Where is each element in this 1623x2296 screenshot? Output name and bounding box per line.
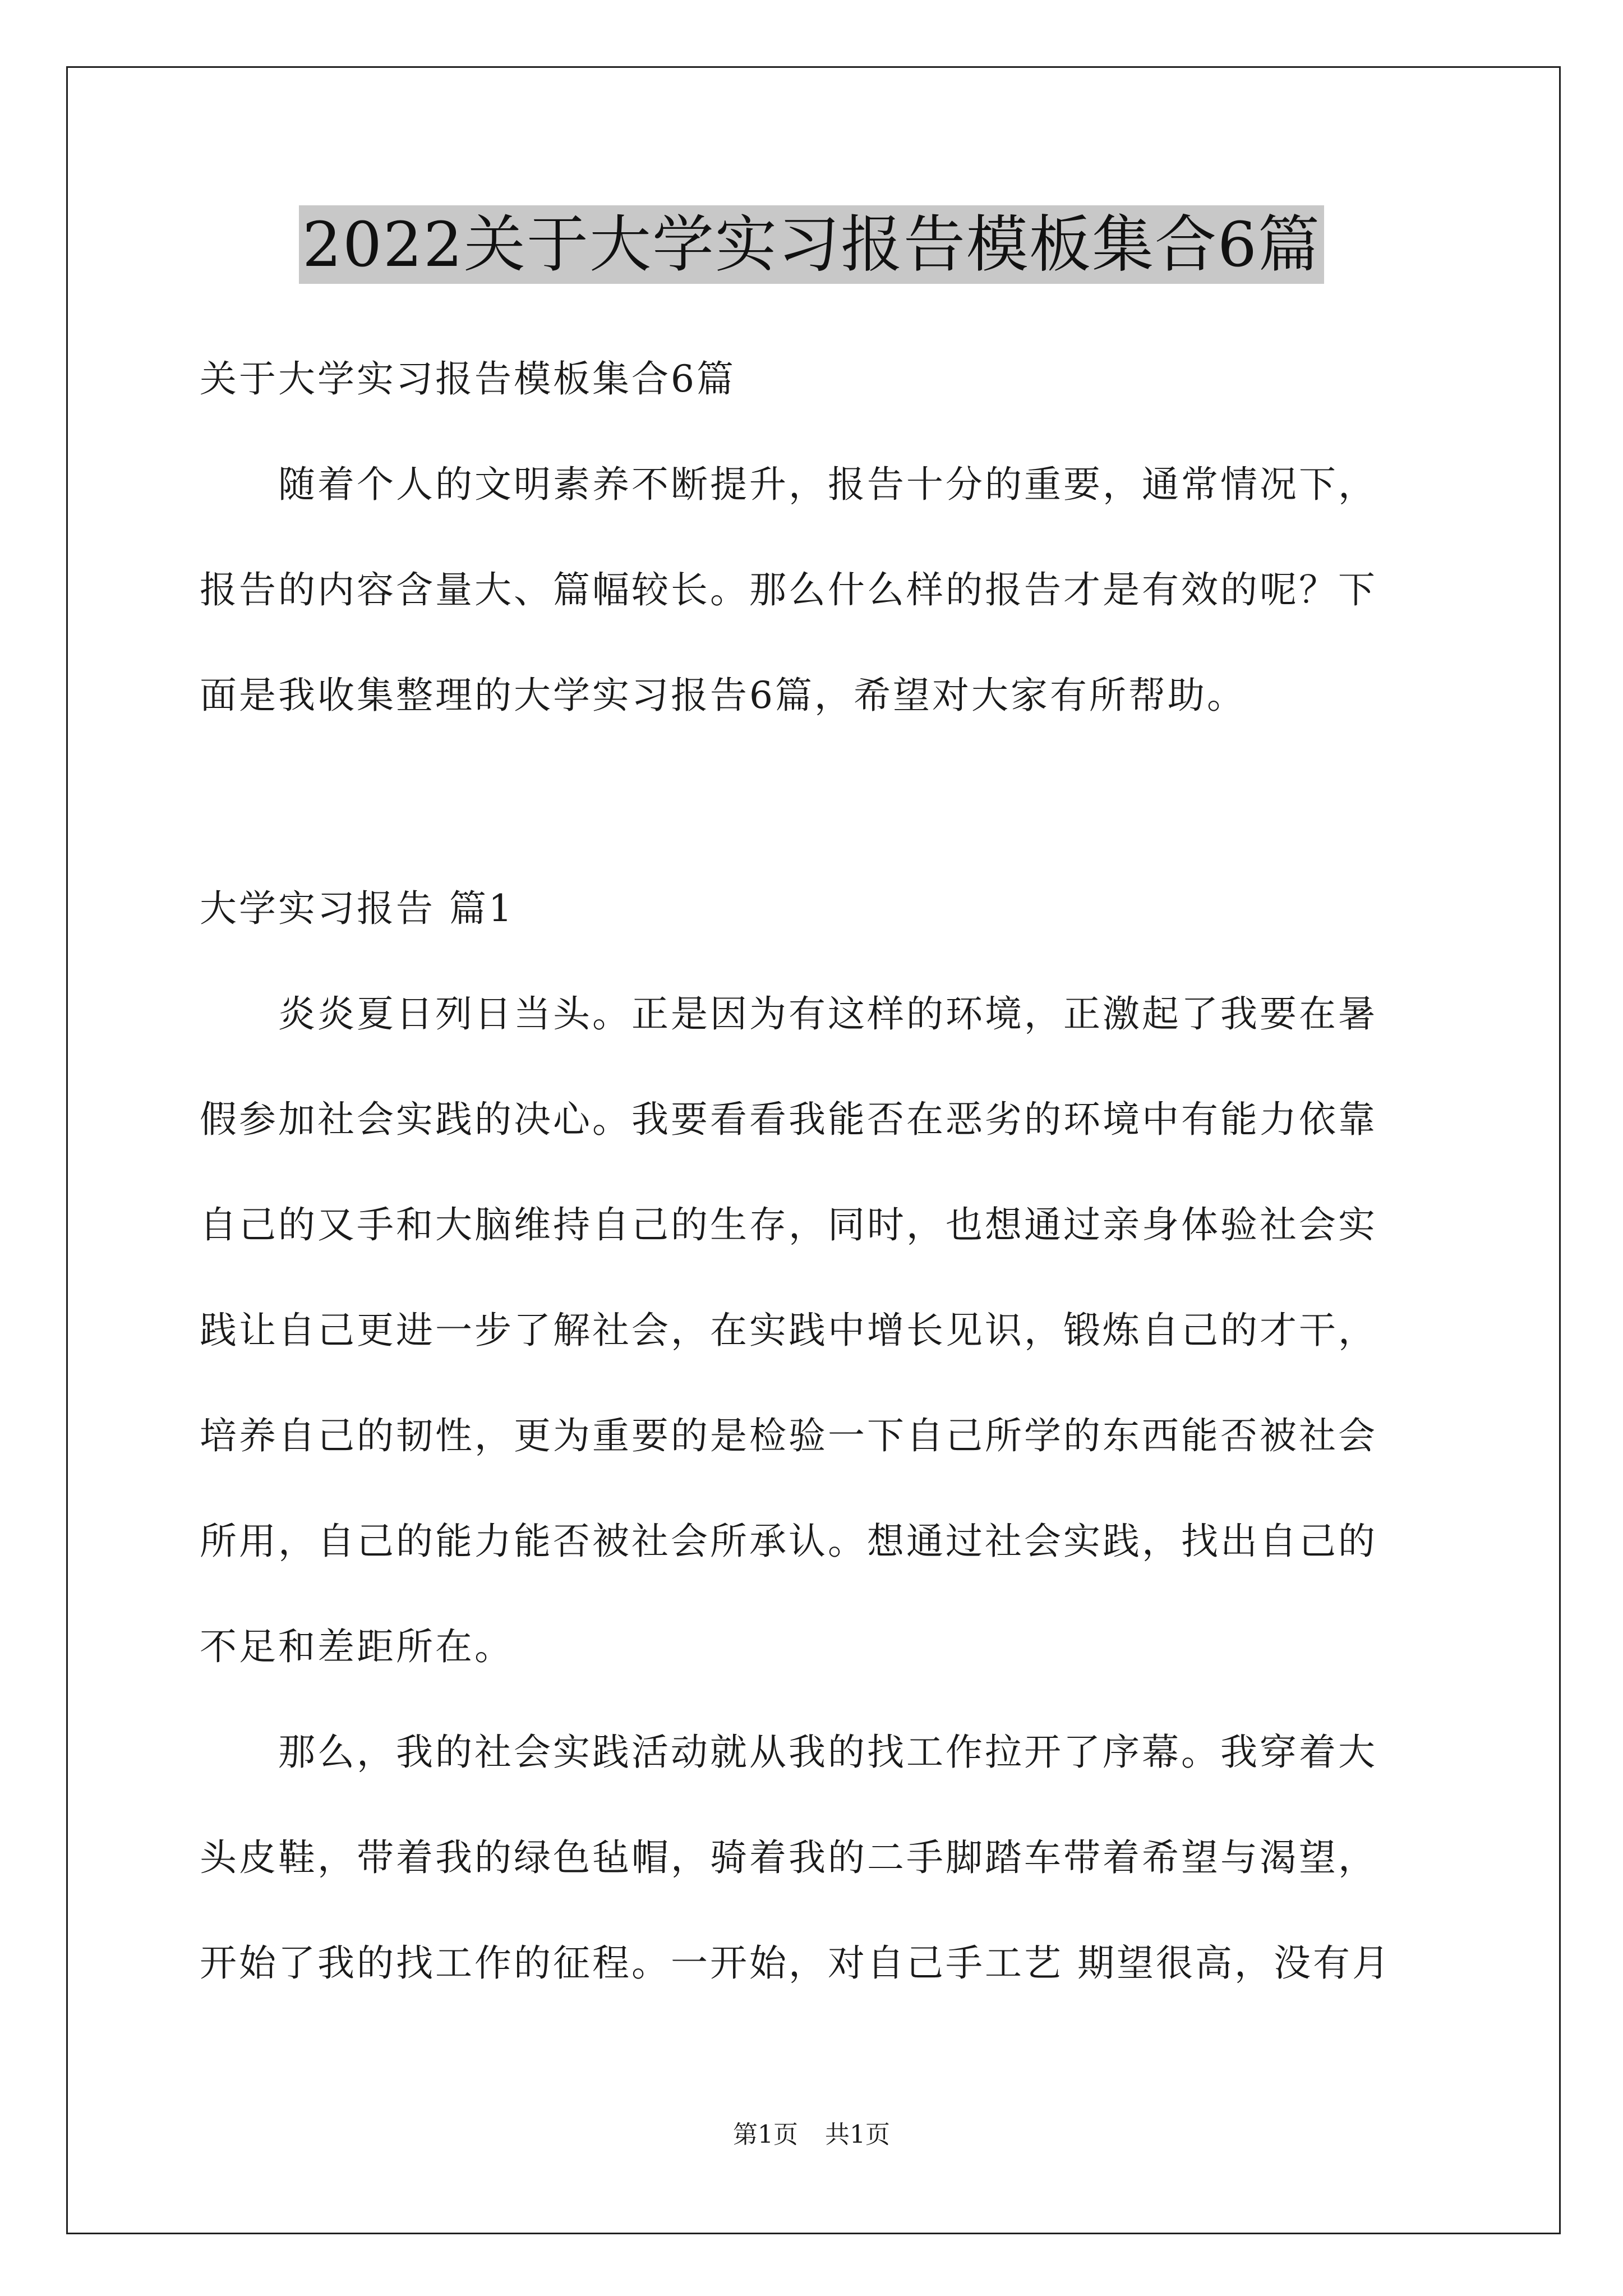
page-number: 第1页 [733,2120,798,2149]
intro-line-1: 随着个人的文明素养不断提升，报告十分的重要，通常情况下， [200,463,1377,506]
paragraph2-line-3: 开始了我的找工作的征程。一开始，对自己手工艺 期望很高，没有月 [200,1941,1391,1985]
document-subtitle: 关于大学实习报告模板集合6篇 [200,357,736,401]
document-title: 2022关于大学实习报告模板集合6篇 [299,205,1324,284]
paragraph1-line-3: 自己的又手和大脑维持自己的生存，同时，也想通过亲身体验社会实 [200,1203,1377,1246]
paragraph1-line-1: 炎炎夏日列日当头。正是因为有这样的环境，正激起了我要在暑 [200,992,1377,1036]
paragraph2-line-2: 头皮鞋，带着我的绿色毡帽，骑着我的二手脚踏车带着希望与渴望， [200,1836,1377,1879]
page-total: 共1页 [825,2120,890,2149]
intro-line-3: 面是我收集整理的大学实习报告6篇，希望对大家有所帮助。 [200,674,1246,717]
paragraph1-line-5: 培养自己的韧性，更为重要的是检验一下自己所学的东西能否被社会 [200,1414,1377,1457]
paragraph1-line-2: 假参加社会实践的决心。我要看看我能否在恶劣的环境中有能力依靠 [200,1098,1377,1141]
title-container [0,205,1623,284]
paragraph1-line-4: 践让自己更进一步了解社会，在实践中增长见识，锻炼自己的才干， [200,1309,1377,1352]
intro-line-2: 报告的内容含量大、篇幅较长。那么什么样的报告才是有效的呢？下 [200,568,1377,611]
page-footer [0,2119,1623,2151]
paragraph1-line-6: 所用，自己的能力能否被社会所承认。想通过社会实践，找出自己的 [200,1520,1377,1563]
section-heading: 大学实习报告 篇1 [200,887,514,930]
paragraph1-line-7: 不足和差距所在。 [200,1625,514,1668]
paragraph2-line-1: 那么，我的社会实践活动就从我的找工作拉开了序幕。我穿着大 [200,1731,1377,1774]
